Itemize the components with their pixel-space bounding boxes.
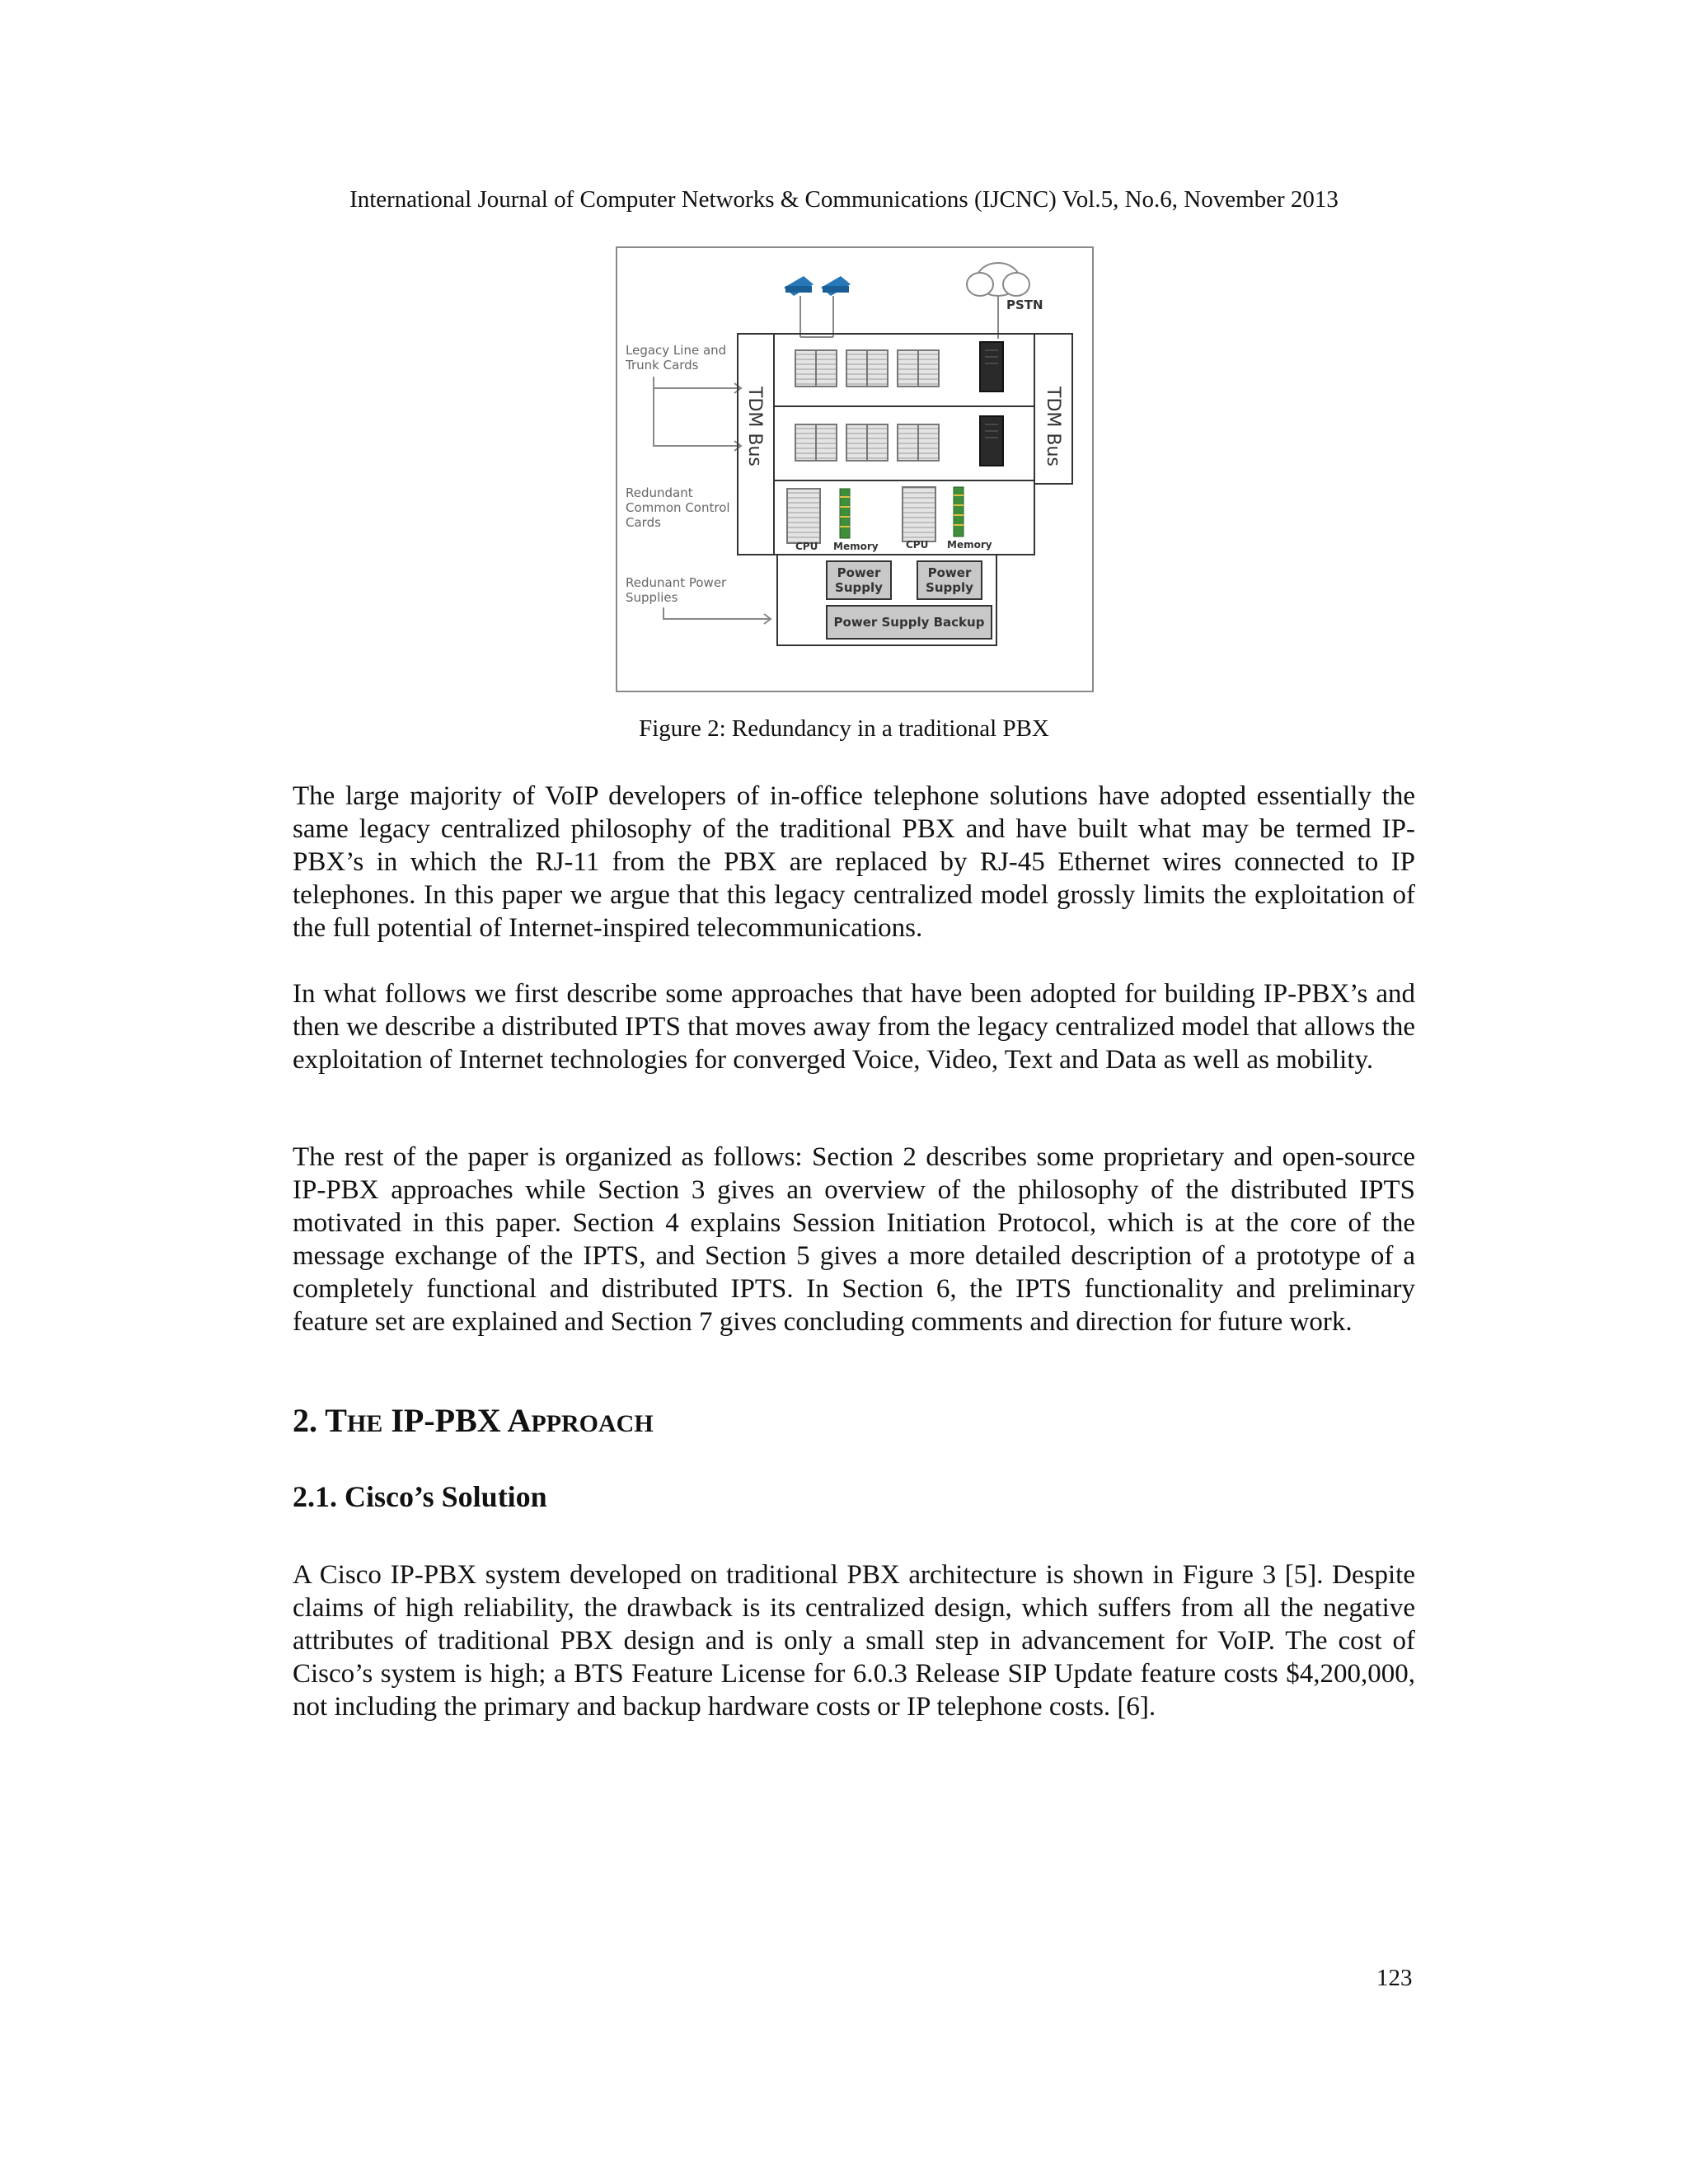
trunk-card-icon <box>980 416 1003 466</box>
section-heading-t: T <box>325 1402 347 1439</box>
paragraph-4: A Cisco IP-PBX system developed on traditional PBX architecture is shown in Figure 3 [5]. Despite claims of high reliability, the drawback is its centralized design, which suffers from all the negative attributes of traditional PBX design and is only a small step in advancement for VoIP. The cost of Cisco’s system is high; a BTS Feature License for 6.0.3 Release SIP Update feature costs $4,200,000, not including the primary and backup hardware costs or IP telephone costs. [6]. <box>293 1560 1415 1722</box>
journal-header: International Journal of Computer Networks & Communications (IJCNC) Vol.5, No.6, November 2013 <box>349 186 1339 213</box>
cpu-icon <box>787 489 820 543</box>
line-card-icon <box>898 350 939 387</box>
paragraph-1: The large majority of VoIP developers of in-office telephone solutions have adopted essentially the same legacy centralized philosophy of the traditional PBX and have built what may be termed IP-PBX’s in which the RJ-11 from the PBX are replaced by RJ-45 Ethernet wires connected to IP telephones. In this paper we argue that this legacy centralized model grossly limits the exploitation of the full potential of Internet-inspired telecommunications. <box>293 781 1415 943</box>
tdm-bus-right-label: TDM Bus <box>1043 387 1063 466</box>
ps-backup-label: Power Supply Backup <box>833 615 985 630</box>
tdm-bus-left-label: TDM Bus <box>744 387 765 466</box>
ps1-label-line1: Power <box>837 565 881 580</box>
line-card-icon <box>898 424 939 461</box>
memory-label-2: Memory <box>947 539 992 551</box>
section-heading-a: A <box>507 1402 532 1439</box>
cpu-icon <box>903 487 935 541</box>
trunk-card-icon <box>980 342 1003 391</box>
paragraph-2: In what follows we first describe some approaches that have been adopted for building IP-PBX’s and then we describe a distributed IPTS that moves away from the legacy centralized model that allows the exploitation of Internet technologies for converged Voice, Video, Text and Data as well as mobility. <box>293 979 1415 1075</box>
paragraph-3: The rest of the paper is organized as follows: Section 2 describes some proprietary and open-source IP-PBX approaches while Section 3 gives an overview of the philosophy of the distributed IPTS motivated in this paper. Section 4 explains Session Initiation Protocol, which is at the core of the message exchange of the IPTS, and Section 5 gives a more detailed description of a prototype of a completely functional and distributed IPTS. In Section 6, the IPTS functionality and preliminary feature set are explained and Section 7 gives concluding comments and direction for future work. <box>293 1142 1415 1337</box>
redundant-ps-line2: Supplies <box>626 590 678 605</box>
cpu-label-1: CPU <box>795 541 818 552</box>
phone-icon <box>821 276 851 296</box>
ps2-label-line2: Supply <box>926 580 973 595</box>
pstn-label: PSTN <box>1006 298 1043 312</box>
line-card-icon <box>795 424 837 461</box>
cpu-label-2: CPU <box>906 539 929 551</box>
ps1-label-line2: Supply <box>835 580 883 595</box>
redundant-cc-line3: Cards <box>626 515 661 530</box>
power-supply-backup <box>827 606 992 639</box>
legacy-label-line2: Trunk Cards <box>626 358 699 373</box>
power-supply-1 <box>827 561 891 599</box>
figure-caption: Figure 2: Redundancy in a traditional PBX <box>639 715 1049 742</box>
line-card-icon <box>846 424 888 461</box>
subsection-heading: 2.1. Cisco’s Solution <box>293 1480 547 1513</box>
memory-icon <box>954 487 964 537</box>
legacy-label-line1: Legacy Line and <box>626 343 727 358</box>
pbx-redundancy-figure <box>616 246 1094 692</box>
section-heading-pproach: PPROACH <box>531 1410 654 1437</box>
ps2-label-line1: Power <box>927 565 972 580</box>
line-card-icon <box>846 350 888 387</box>
section-heading-ippbx: IP-PBX <box>382 1402 508 1439</box>
pbx-diagram <box>617 248 1092 691</box>
section-heading <box>293 1401 654 1440</box>
redundant-ps-line1: Redunant Power <box>626 575 727 590</box>
memory-icon <box>840 489 850 538</box>
memory-label-1: Memory <box>833 541 879 552</box>
redundant-cc-line2: Common Control <box>626 500 730 515</box>
section-number: 2. <box>293 1402 326 1439</box>
power-supply-2 <box>917 561 982 599</box>
section-heading-he: HE <box>346 1410 383 1437</box>
phone-icon <box>784 276 814 296</box>
page-number: 123 <box>1376 1965 1413 1991</box>
line-card-icon <box>795 350 837 387</box>
redundant-cc-line1: Redundant <box>626 485 693 500</box>
